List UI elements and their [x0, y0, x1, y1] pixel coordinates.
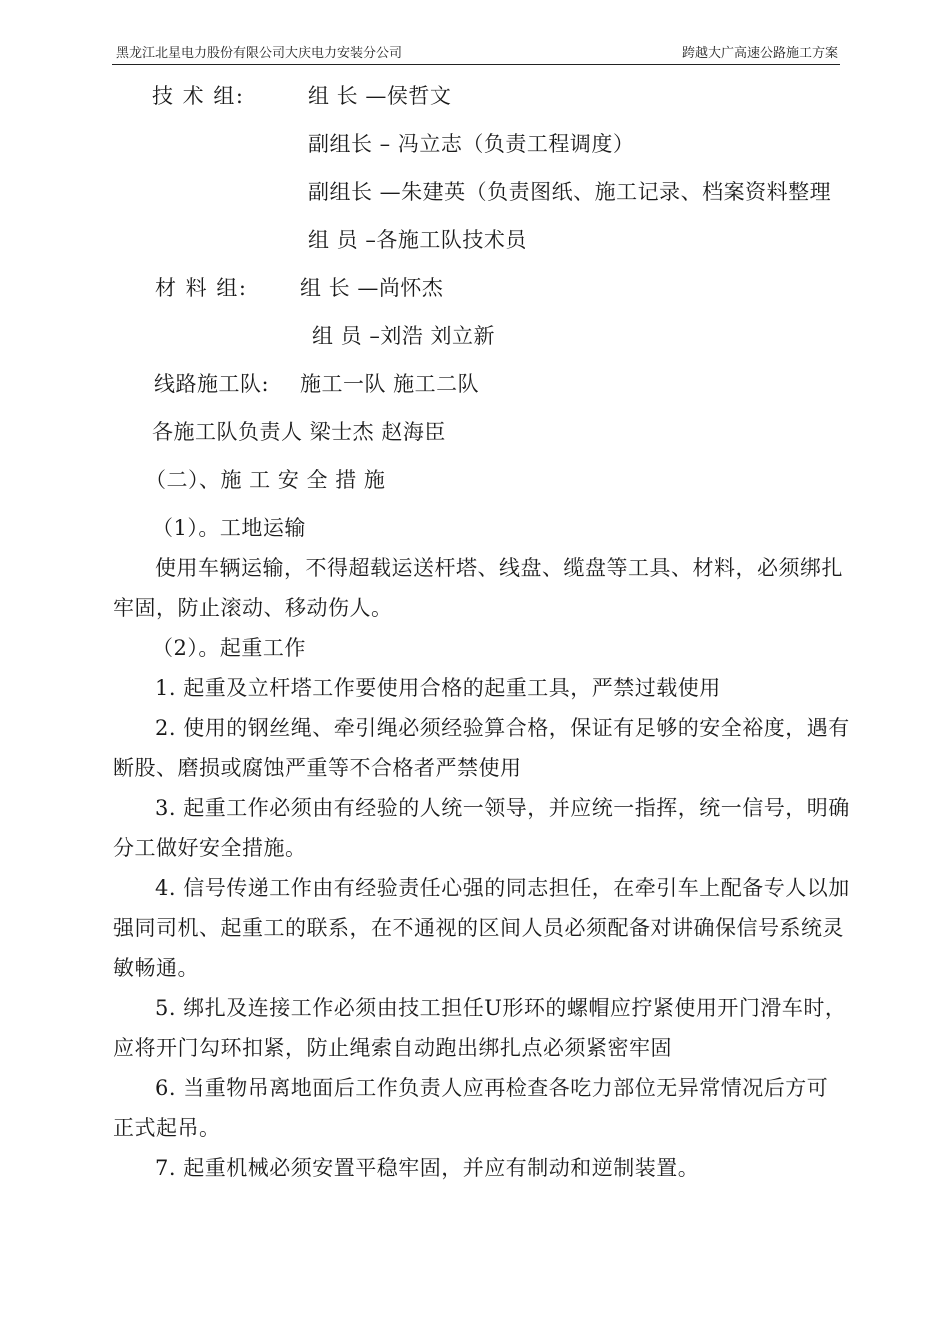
list-item-2-line-2: 断股、磨损或腐蚀严重等不合格者严禁使用	[113, 756, 522, 780]
tech-group-member: 组 员 –各施工队技术员	[308, 228, 527, 252]
tech-group-leader: 组 长 —侯哲文	[308, 84, 452, 108]
subsection-2-title: （2）。起重工作	[152, 636, 306, 660]
list-item-2-line-1: 2. 使用的钢丝绳、牵引绳必须经验算合格，保证有足够的安全裕度，遇有	[155, 716, 850, 740]
list-item-4-line-3: 敏畅通。	[113, 956, 199, 980]
list-item-3-line-2: 分工做好安全措施。	[113, 836, 307, 860]
tech-group-deputy-2: 副组长 —朱建英（负责图纸、施工记录、档案资料整理	[308, 180, 832, 204]
material-group-leader: 组 长 —尚怀杰	[300, 276, 444, 300]
list-item-5-line-2: 应将开门勾环扣紧，防止绳索自动跑出绑扎点必须紧密牢固	[113, 1036, 672, 1060]
page-header	[112, 44, 840, 65]
list-item-6-line-1: 6. 当重物吊离地面后工作负责人应再检查各吃力部位无异常情况后方可	[155, 1076, 829, 1100]
material-group-member: 组 员 –刘浩 刘立新	[312, 324, 496, 348]
list-item-1: 1. 起重及立杆塔工作要使用合格的起重工具，严禁过载使用	[155, 676, 721, 700]
list-item-6-line-2: 正式起吊。	[113, 1116, 221, 1140]
list-item-4-line-2: 强同司机、起重工的联系，在不通视的区间人员必须配备对讲确保信号系统灵	[113, 916, 844, 940]
header-document-title: 跨越大广高速公路施工方案	[681, 46, 838, 61]
list-item-4-line-1: 4. 信号传递工作由有经验责任心强的同志担任，在牵引车上配备专人以加	[155, 876, 850, 900]
list-item-3-line-1: 3. 起重工作必须由有经验的人统一领导，并应统一指挥，统一信号，明确	[155, 796, 850, 820]
header-company: 黑龙江北星电力股份有限公司大庆电力安装分公司	[116, 46, 403, 61]
material-group-label: 材 料 组:	[155, 276, 248, 300]
subsection-1-paragraph-line-1: 使用车辆运输，不得超载运送杆塔、线盘、缆盘等工具、材料，必须绑扎	[155, 556, 843, 580]
list-item-7: 7. 起重机械必须安置平稳牢固，并应有制动和逆制装置。	[155, 1156, 700, 1180]
list-item-5-line-1: 5. 绑扎及连接工作必须由技工担任U形环的螺帽应拧紧使用开门滑车时，	[155, 996, 847, 1020]
line-team-values: 施工一队 施工二队	[300, 372, 480, 396]
tech-group-label: 技 术 组:	[152, 84, 245, 108]
team-leaders: 各施工队负责人 梁士杰 赵海臣	[152, 420, 446, 444]
line-team-label: 线路施工队:	[154, 372, 270, 396]
tech-group-deputy-1: 副组长 – 冯立志（负责工程调度）	[308, 132, 635, 156]
subsection-1-title: （1）。工地运输	[152, 516, 306, 540]
section-title: （二）、施 工 安 全 措 施	[145, 468, 386, 492]
subsection-1-paragraph-line-2: 牢固，防止滚动、移动伤人。	[113, 596, 393, 620]
